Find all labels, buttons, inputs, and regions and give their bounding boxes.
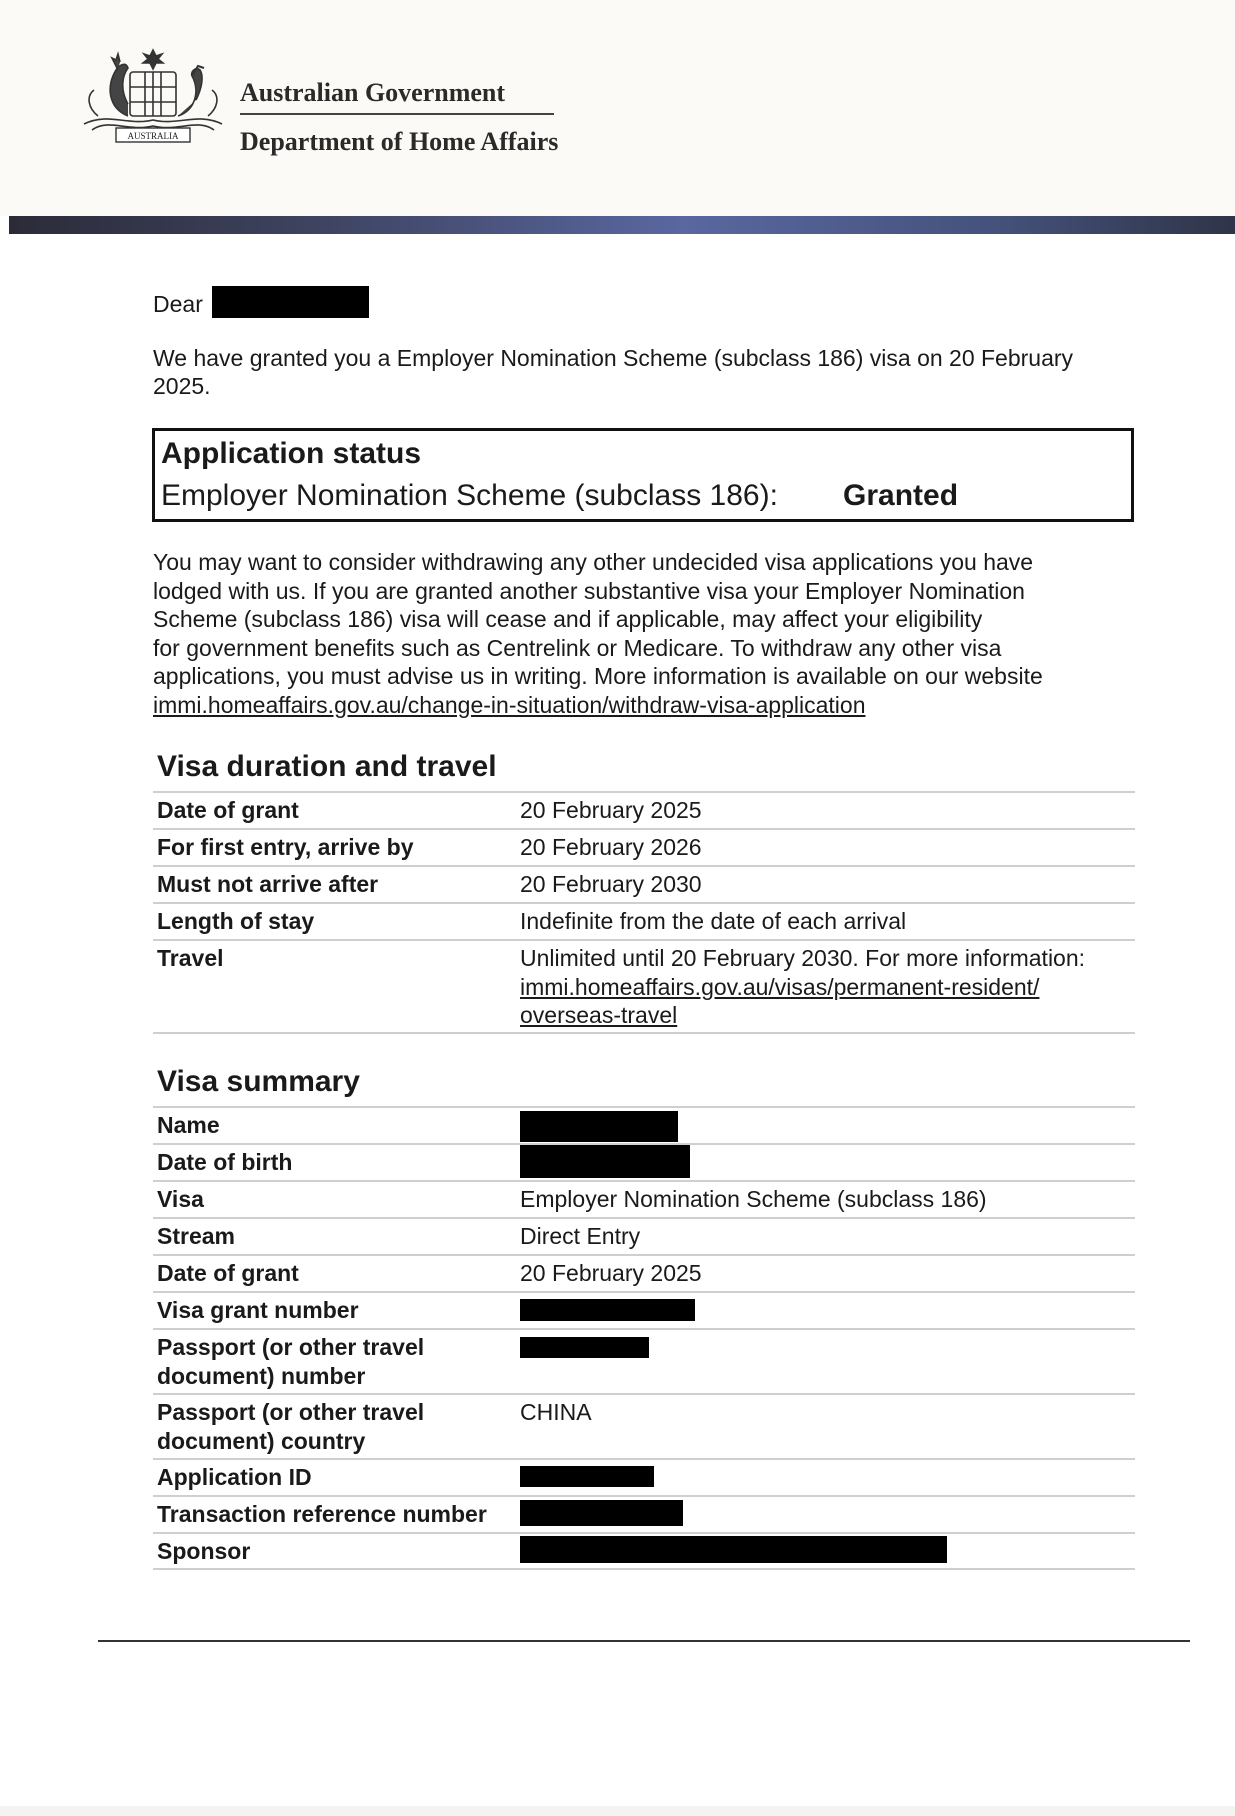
redacted-name	[520, 1111, 678, 1142]
row-label: Stream	[157, 1223, 235, 1249]
table-row	[153, 1495, 1135, 1532]
row-label-line: document) number	[157, 1362, 366, 1389]
footer-divider	[98, 1640, 1190, 1642]
salutation-text: Dear	[153, 291, 203, 317]
row-label	[157, 1333, 507, 1390]
visa-duration-table	[153, 791, 1135, 1034]
row-label: Date of birth	[157, 1149, 293, 1175]
row-value: Employer Nomination Scheme (subclass 186)	[520, 1186, 987, 1212]
crest-scroll-text: AUSTRALIA	[127, 131, 179, 141]
salutation	[153, 290, 203, 318]
row-label	[157, 1398, 507, 1455]
redacted-sponsor	[520, 1536, 947, 1563]
visa-summary-table	[153, 1106, 1135, 1570]
redacted-transaction-reference	[520, 1500, 683, 1526]
travel-text: Unlimited until 20 February 2030. For more information:	[520, 945, 1086, 971]
visa-summary-title: Visa summary	[157, 1065, 360, 1098]
government-name: Australian Government	[240, 78, 506, 107]
row-value: 20 February 2025	[520, 1260, 702, 1286]
table-row	[153, 1393, 1135, 1458]
overseas-travel-link-cont[interactable]: overseas-travel	[520, 1002, 678, 1028]
advice-line: Scheme (subclass 186) visa will cease and if applicable, may affect your eligibility	[153, 606, 983, 632]
row-label: Application ID	[157, 1464, 312, 1490]
table-row	[153, 865, 1135, 902]
table-row	[153, 1532, 1135, 1570]
table-row	[153, 939, 1135, 1034]
status-title: Application status	[161, 437, 422, 470]
table-row	[153, 1291, 1135, 1328]
table-row	[153, 828, 1135, 865]
row-label: For first entry, arrive by	[157, 834, 414, 860]
grant-intro: We have granted you a Employer Nomination Scheme (subclass 186) visa on 20 February 2025.	[153, 345, 1074, 399]
row-label: Transaction reference number	[157, 1501, 487, 1527]
redacted-recipient-name	[212, 286, 369, 318]
department-name: Department of Home Affairs	[240, 127, 559, 156]
redacted-application-id	[520, 1466, 654, 1487]
coat-of-arms-icon	[78, 46, 228, 158]
row-value: 20 February 2030	[520, 871, 702, 897]
row-label: Date of grant	[157, 797, 299, 823]
row-value: 20 February 2025	[520, 797, 702, 823]
advice-line: applications, you must advise us in writing. More information is available on our website	[153, 663, 1043, 689]
redacted-grant-number	[520, 1299, 695, 1321]
header-band	[9, 216, 1235, 234]
row-label: Date of grant	[157, 1260, 299, 1286]
row-value: Direct Entry	[520, 1223, 641, 1249]
letterhead-divider	[240, 113, 554, 115]
table-row	[153, 1180, 1135, 1217]
advice-line: for government benefits such as Centrelink or Medicare. To withdraw any other visa	[153, 634, 1002, 661]
table-row	[153, 1328, 1135, 1393]
row-label: Visa grant number	[157, 1297, 359, 1323]
row-value	[520, 944, 1130, 1030]
row-label: Must not arrive after	[157, 871, 379, 897]
advice-line: lodged with us. If you are granted another substantive visa your Employer Nomination	[153, 577, 1025, 604]
table-row	[153, 1217, 1135, 1254]
redacted-passport-number	[520, 1337, 649, 1358]
withdrawal-advice	[153, 548, 1103, 719]
row-value: 20 February 2026	[520, 834, 702, 860]
row-label: Length of stay	[157, 908, 315, 934]
withdraw-visa-link[interactable]: immi.homeaffairs.gov.au/change-in-situation/withdraw-visa-application	[153, 691, 866, 718]
row-label-line: Passport (or other travel	[157, 1334, 425, 1360]
row-label: Sponsor	[157, 1538, 251, 1564]
row-label: Name	[157, 1112, 220, 1138]
advice-line: You may want to consider withdrawing any other undecided visa applications you have	[153, 549, 1034, 575]
row-value: Indefinite from the date of each arrival	[520, 908, 907, 934]
row-label-line: document) country	[157, 1427, 366, 1454]
row-value: CHINA	[520, 1399, 592, 1425]
row-label-line: Passport (or other travel	[157, 1399, 425, 1425]
row-label: Visa	[157, 1186, 204, 1212]
status-visa: Employer Nomination Scheme (subclass 186):	[161, 479, 778, 512]
status-value: Granted	[843, 479, 959, 512]
table-row	[153, 1254, 1135, 1291]
table-row	[153, 902, 1135, 939]
overseas-travel-link[interactable]: immi.homeaffairs.gov.au/visas/permanent-resident/	[520, 973, 1040, 1000]
table-row	[153, 1106, 1135, 1143]
letterhead	[0, 0, 1235, 216]
application-status-box	[152, 428, 1134, 522]
table-row	[153, 1143, 1135, 1180]
visa-duration-title: Visa duration and travel	[157, 750, 497, 783]
redacted-date-of-birth	[520, 1145, 690, 1178]
table-row	[153, 1458, 1135, 1495]
row-label: Travel	[157, 945, 224, 971]
table-row	[153, 791, 1135, 828]
